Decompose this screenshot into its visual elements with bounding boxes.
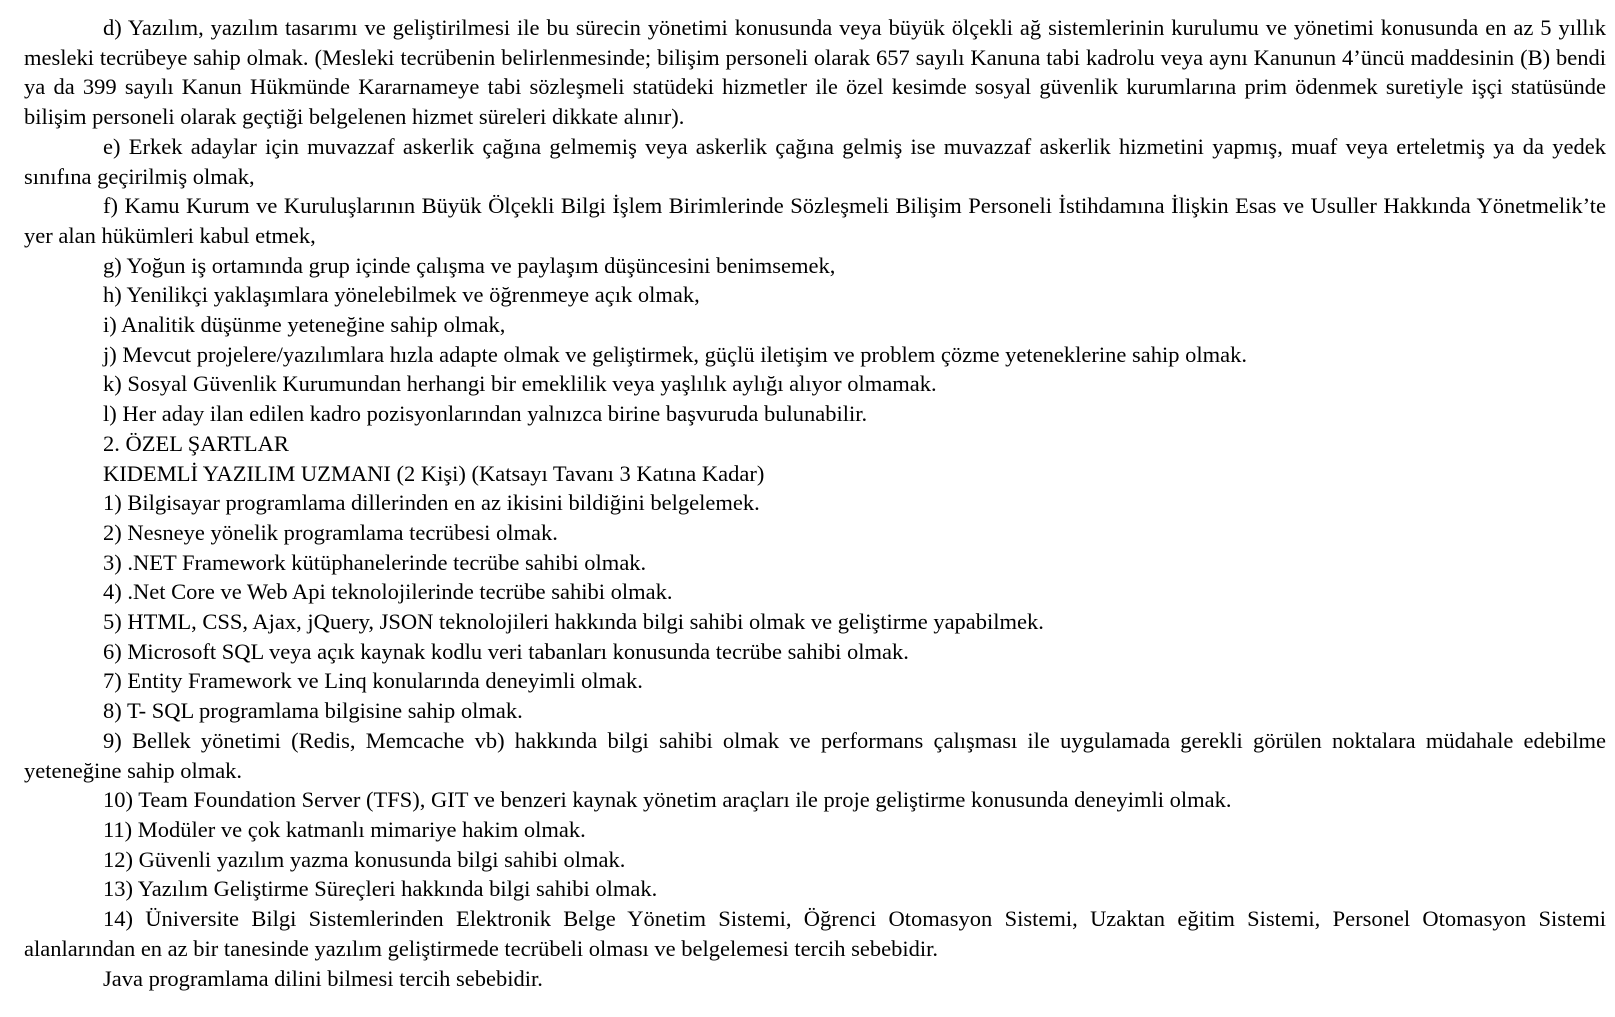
requirement-2: 2) Nesneye yönelik programlama tecrübesi olmak.: [103, 519, 558, 545]
requirement-1: 1) Bilgisayar programlama dillerinden en az ikisini bildiğini belgelemek.: [103, 490, 760, 516]
requirement-5: 5) HTML, CSS, Ajax, jQuery, JSON teknolojileri hakkında bilgi sahibi olmak ve geliştirme yapabilmek.: [103, 609, 1044, 635]
requirement-12: 12) Güvenli yazılım yazma konusunda bilgi sahibi olmak.: [103, 846, 626, 872]
paragraph-item-k: k) Sosyal Güvenlik Kurumundan herhangi bir emeklilik veya yaşlılık aylığı alıyor olmamak.: [103, 371, 937, 397]
paragraph-item-l: l) Her aday ilan edilen kadro pozisyonlarından yalnızca birine başvuruda bulunabilir.: [103, 401, 868, 427]
paragraph-item-f: f) Kamu Kurum ve Kuruluşlarının Büyük Ölçekli Bilgi İşlem Birimlerinde Sözleşmeli Bilişim Personeli İstihdamına İlişkin Esas ve Usuller Hakkında Yönetmelik’te yer alan hükümleri kabul etmek,: [24, 193, 1606, 248]
requirement-9: 9) Bellek yönetimi (Redis, Memcache vb) hakkında bilgi sahibi olmak ve performans çalışması ile uygulamada gerekli görülen noktalara müdahale edebilme yeteneğine sahip olmak.: [24, 727, 1606, 783]
requirement-14: 14) Üniversite Bilgi Sistemlerinden Elektronik Belge Yönetim Sistemi, Öğrenci Otomasyon Sistemi, Uzaktan eğitim Sistemi, Personel Otomasyon Sistemi alanlarından en az bir tanesinde yazılım geliştirmede tecrübeli olması ve belgelemesi tercih sebebidir.: [24, 906, 1606, 961]
paragraph-item-i: i) Analitik düşünme yeteneğine sahip olmak,: [103, 312, 506, 338]
requirement-6: 6) Microsoft SQL veya açık kaynak kodlu veri tabanları konusunda tecrübe sahibi olmak.: [103, 638, 909, 664]
section-heading: 2. ÖZEL ŞARTLAR: [103, 430, 289, 456]
requirement-3: 3) .NET Framework kütüphanelerinde tecrübe sahibi olmak.: [103, 549, 647, 575]
paragraph-item-g: g) Yoğun iş ortamında grup içinde çalışma ve paylaşım düşüncesini benimsemek,: [103, 252, 836, 278]
paragraph-item-d: d) Yazılım, yazılım tasarımı ve geliştirilmesi ile bu sürecin yönetimi konusunda veya büyük ölçekli ağ sistemlerinin kurulumu ve yönetimi konusunda en az 5 yıllık mesleki tecrübeye sahip olmak. (Mesleki tecrübenin belirlenmesinde; bilişim personeli olarak 657 sayılı Kanuna tabi kadrolu veya aynı Kanunun 4’üncü maddesinin (B) bendi ya da 399 sayılı Kanun Hükmünde Kararnameye tabi sözleşmeli statüdeki hizmetler ile özel kesimde sosyal güvenlik kurumlarına prim ödenmek suretiyle işçi statüsünde bilişim personeli olarak geçtiği belgelenen hizmet süreleri dikkate alınır).: [24, 15, 1606, 130]
requirement-11: 11) Modüler ve çok katmanlı mimariye hakim olmak.: [103, 816, 586, 842]
requirement-7: 7) Entity Framework ve Linq konularında deneyimli olmak.: [103, 668, 643, 694]
position-title: KIDEMLİ YAZILIM UZMANI (2 Kişi) (Katsayı Tavanı 3 Katına Kadar): [103, 460, 765, 486]
paragraph-item-e: e) Erkek adaylar için muvazzaf askerlik çağına gelmemiş veya askerlik çağına gelmiş ise muvazzaf askerlik hizmetini yapmış, muaf veya erteletmiş ya da yedek sınıfına geçirilmiş olmak,: [24, 133, 1606, 189]
paragraph-item-j: j) Mevcut projelere/yazılımlara hızla adapte olmak ve geliştirmek, güçlü iletişim ve problem çözme yeteneklerine sahip olmak.: [103, 341, 1247, 367]
requirement-8: 8) T- SQL programlama bilgisine sahip olmak.: [103, 698, 523, 724]
preference-note: Java programlama dilini bilmesi tercih sebebidir.: [103, 965, 543, 991]
requirement-4: 4) .Net Core ve Web Api teknolojilerinde tecrübe sahibi olmak.: [103, 579, 673, 605]
requirement-13: 13) Yazılım Geliştirme Süreçleri hakkında bilgi sahibi olmak.: [103, 876, 658, 902]
paragraph-item-h: h) Yenilikçi yaklaşımlara yönelebilmek ve öğrenmeye açık olmak,: [103, 282, 700, 308]
requirement-10: 10) Team Foundation Server (TFS), GIT ve benzeri kaynak yönetim araçları ile proje geliştirme konusunda deneyimli olmak.: [103, 787, 1232, 813]
document-page: [24, 0, 1606, 993]
